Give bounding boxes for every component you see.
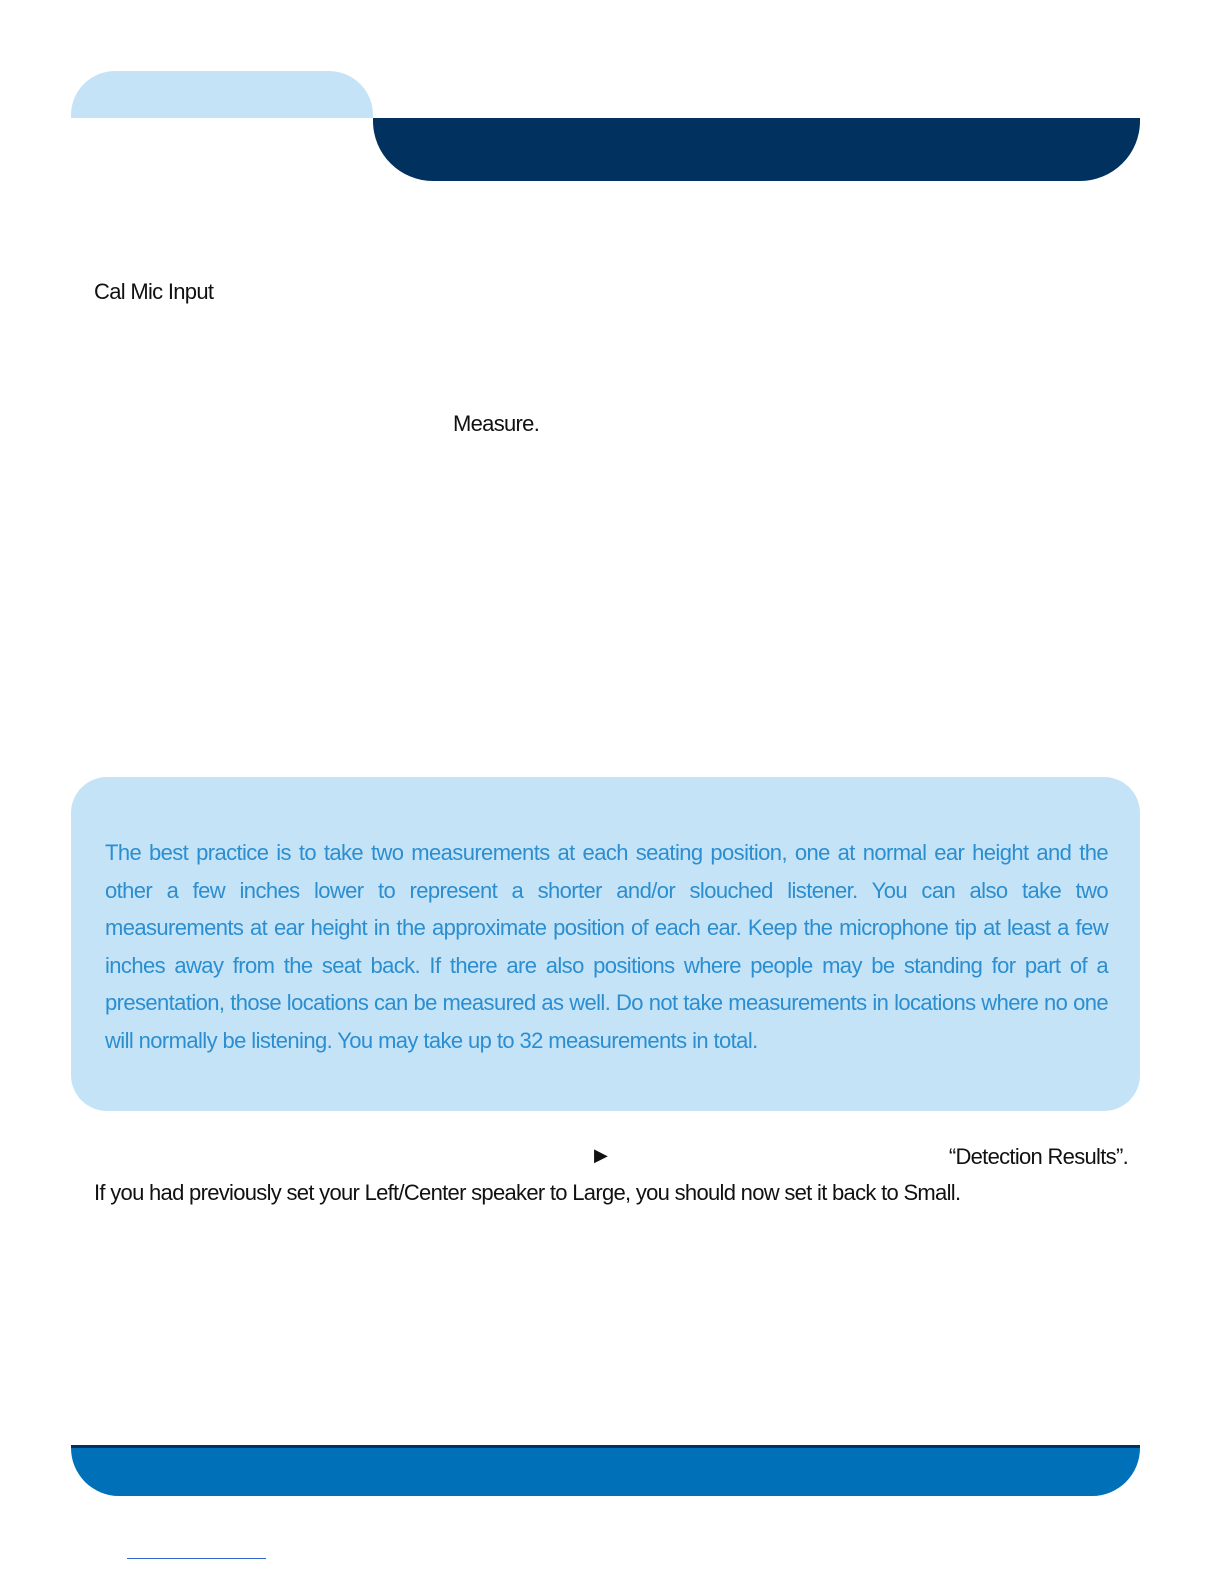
header-tab: [71, 71, 373, 118]
play-arrow-icon: ▶: [594, 1145, 608, 1165]
speaker-size-note: If you had previously set your Left/Center speaker to Large, you should now set it back to Small.: [94, 1180, 961, 1205]
footer-bar: [71, 1448, 1140, 1496]
tip-box: [71, 777, 1140, 1111]
measure-label: Measure.: [453, 411, 540, 436]
header-bar: [373, 118, 1140, 181]
cal-mic-input-label: Cal Mic Input: [94, 279, 214, 304]
link-underline: [127, 1558, 266, 1559]
detection-results-label: “Detection Results”.: [948, 1144, 1128, 1169]
tip-text: The best practice is to take two measurements at each seating position, one at normal ear height and the other a few inches lower to represent a shorter and/or slouched listener. You can also take two measurements at ear height in the approximate position of each ear. Keep the microphone tip at least a few inches away from the seat back. If there are also positions where people may be standing for part of a presentation, those locations can be measured as well. Do not take measurements in locations where no one will normally be listening. You may take up to 32 measurements in total.: [105, 840, 1108, 1053]
